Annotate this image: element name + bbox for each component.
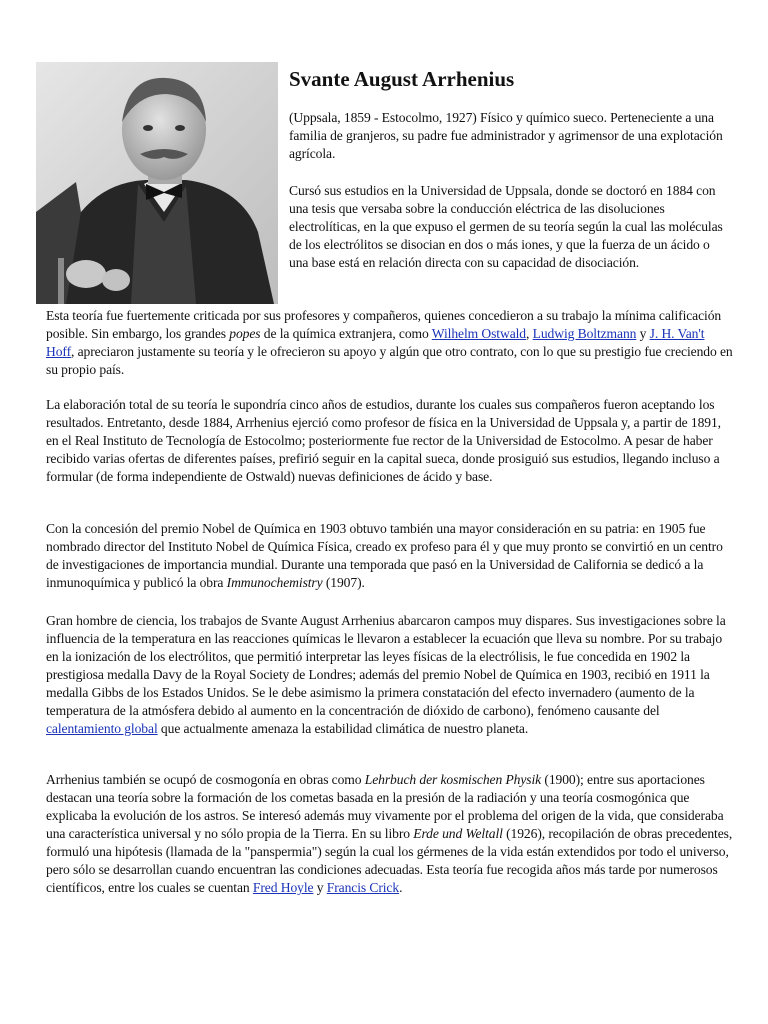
text-span: (1907). — [322, 575, 365, 590]
text-span: Arrhenius también se ocupó de cosmogonía en obras como — [46, 772, 365, 787]
portrait-image — [36, 62, 278, 304]
text-span: Esta teoría fue fuertemente criticada por sus profesores y compañeros, quienes concedieron a su trabajo la mínima calificación posible. Sin embargo, los grandes — [46, 308, 722, 341]
paragraph-criticism — [46, 307, 736, 379]
text-span: y — [636, 326, 650, 341]
paragraph-intro: (Uppsala, 1859 - Estocolmo, 1927) Físico y químico sueco. Perteneciente a una familia de granjeros, su padre fue administrador y agrimensor de una explotación agrícola. — [289, 110, 723, 161]
text-span: que actualmente amenaza la estabilidad climática de nuestro planeta. — [157, 721, 529, 736]
link-van-t-hoff[interactable]: J. H. Van't Hoff — [46, 326, 705, 359]
text-span: . — [399, 880, 403, 895]
text-span: , — [526, 326, 533, 341]
page-title: Svante August Arrhenius — [289, 67, 515, 91]
link-fred-hoyle[interactable]: Fred Hoyle — [252, 880, 314, 895]
paragraph-research — [46, 612, 736, 738]
text-span: , apreciaron justamente su teoría y le ofrecieron su apoyo y algún que otro contrato, con lo que su prestigio fue creciendo en su propio país. — [46, 344, 733, 377]
portrait-photo — [36, 62, 278, 304]
text-span: de la química extranjera, como — [260, 326, 432, 341]
text-span: Gran hombre de ciencia, los trabajos de Svante August Arrhenius abarcaron campos muy dispares. Sus investigaciones sobre la influencia de la temperatura en las reacciones químicas le llevaron a establecer la ecuación que lleva su nombre. Por su trabajo en la ionización de los electrólitos, que permitió interpretar las leyes físicas de la electrólisis, le fue concedida en 1902 la prestigiosa medalla Davy de la Royal Society de Londres; además del premio Nobel de Química en 1903, recibió en 1911 la medalla Gibbs de los Estados Unidos. Se le debe asimismo la primera constatación del efecto invernadero (aumento de la temperatura de la atmósfera debido al aumento en la concentración de dióxido de carbono), fenómeno causante del — [46, 613, 726, 718]
link-calentamiento-global[interactable]: calentamiento global — [46, 721, 158, 736]
emphasis-text: Immunochemistry — [226, 575, 323, 590]
paragraph-nobel — [46, 520, 736, 592]
emphasis-text: Lehrbuch der kosmischen Physik — [364, 772, 542, 787]
link-francis-crick[interactable]: Francis Crick — [326, 880, 400, 895]
text-span: (1926), recopilación de obras precedentes, formuló una hipótesis (llamada de la "panspermia") según la cual los gérmenes de la vida están extendidos por todo el universo, pero sólo se desarrollan cuando encuentran las condiciones adecuadas. Esta teoría fue recogida años más tarde por numerosos científicos, entre los cuales se cuentan — [46, 826, 733, 895]
paragraph-career: La elaboración total de su teoría le supondría cinco años de estudios, durante los cuales sus compañeros fueron aceptando los resultados. Entretanto, desde 1884, Arrhenius ejerció como profesor de física en la Universidad de Uppsala y, a partir de 1891, en el Real Instituto de Tecnología de Estocolmo; posteriormente fue rector de la Universidad de Estocolmo. A pesar de haber recibido varias ofertas de diferentes países, prefirió seguir en la capital sueca, donde prosiguió sus estudios, llegando incluso a formular (de forma independiente de Ostwald) nuevas definiciones de ácido y base. — [46, 397, 721, 484]
paragraph-studies: Cursó sus estudios en la Universidad de Uppsala, donde se doctoró en 1884 con una tesis que versaba sobre la conducción eléctrica de las disoluciones electrolíticas, en la que expuso el germen de su teoría según la cual las moléculas de los electrólitos se disocian en dos o más iones, y que la fuerza de un ácido o una base está en relación directa con su capacidad de disociación. — [289, 183, 723, 270]
paragraph-cosmogony — [46, 771, 736, 897]
text-span: (1900); entre sus aportaciones destacan una teoría sobre la formación de los cometas basada en la presión de la radiación y una teoría cosmogónica que explicaba la evolución de los astros. Se interesó además muy vivamente por el problema del origen de la vida, que consideraba una característica universal y no sólo propia de la Tierra. En su libro — [46, 772, 724, 841]
emphasis-text: Erde und Weltall — [413, 826, 503, 841]
link-wilhelm-ostwald[interactable]: Wilhelm Ostwald — [431, 326, 527, 341]
emphasis-text: popes — [229, 326, 261, 341]
link-ludwig-boltzmann[interactable]: Ludwig Boltzmann — [532, 326, 637, 341]
text-span: y — [313, 880, 327, 895]
text-span: Con la concesión del premio Nobel de Química en 1903 obtuvo también una mayor consideración en su patria: en 1905 fue nombrado director del Instituto Nobel de Química Física, creado ex profeso para él y que muy pronto se convirtió en un centro de investigaciones de importancia mundial. Durante una temporada que pasó en la Universidad de California se dedicó a la inmunoquímica y publicó la obra — [46, 521, 723, 590]
